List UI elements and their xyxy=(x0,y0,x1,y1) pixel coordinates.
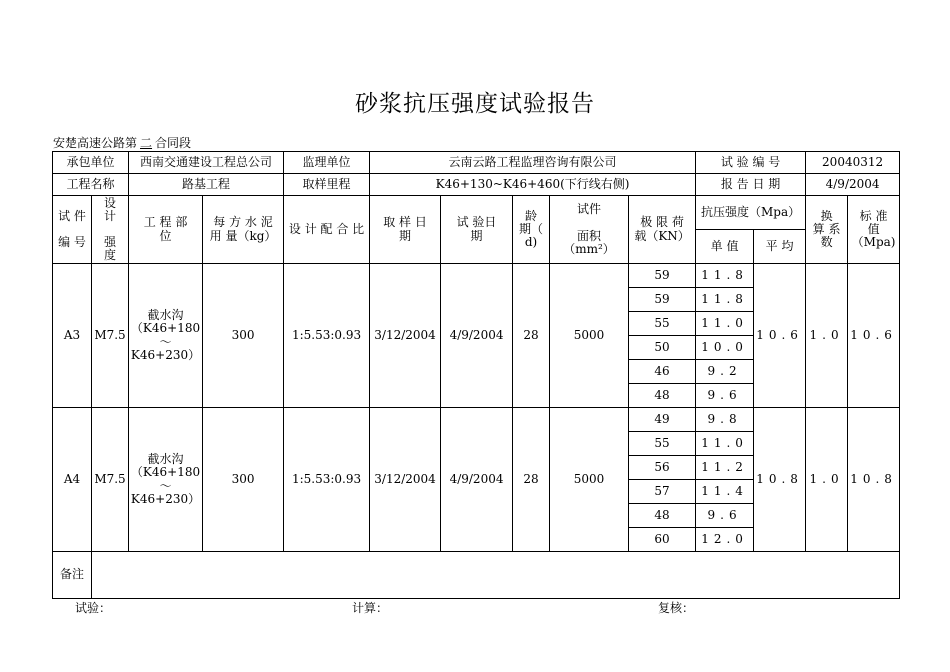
conversion-factor: 1.0 xyxy=(806,408,848,552)
average-strength: 10.6 xyxy=(754,264,806,408)
test-date: 4/9/2004 xyxy=(441,408,513,552)
age-days: 28 xyxy=(513,264,550,408)
ultimate-load: 48 xyxy=(629,504,696,528)
project-part: 截水沟 （K46+180～ K46+230） xyxy=(129,264,203,408)
specimen-area: 5000 xyxy=(550,264,629,408)
contract-suffix: 合同段 xyxy=(155,136,192,150)
sampling-date: 3/12/2004 xyxy=(370,264,441,408)
design-grade: M7.5 xyxy=(92,408,129,552)
ultimate-load: 46 xyxy=(629,360,696,384)
single-strength: 11.4 xyxy=(696,480,754,504)
supervisor-value: 云南云路工程监理咨询有限公司 xyxy=(370,152,696,174)
contract-section xyxy=(53,134,191,151)
col-compressive-strength: 抗压强度（Mpa） xyxy=(696,196,806,230)
mix-ratio: 1:5.53:0.93 xyxy=(284,408,370,552)
col-age: 龄 期（ d) xyxy=(513,196,550,264)
test-no-value: 20040312 xyxy=(806,152,900,174)
col-specimen-area: 试件 面积 （mm²） xyxy=(550,196,629,264)
col-project-part: 工 程 部 位 xyxy=(129,196,203,264)
sampling-value: K46+130~K46+460(下行线右侧) xyxy=(370,174,696,196)
ultimate-load: 56 xyxy=(629,456,696,480)
contract-prefix: 安楚高速公路第 xyxy=(53,136,138,150)
single-strength: 11.8 xyxy=(696,264,754,288)
specimen-area: 5000 xyxy=(550,408,629,552)
project-name-value: 路基工程 xyxy=(129,174,284,196)
supervisor-label: 监理单位 xyxy=(284,152,370,174)
specimen-id: A4 xyxy=(53,408,92,552)
project-name-label: 工程名称 xyxy=(53,174,129,196)
table-row xyxy=(53,408,900,432)
single-strength: 9.8 xyxy=(696,408,754,432)
mix-ratio: 1:5.53:0.93 xyxy=(284,264,370,408)
single-strength: 11.8 xyxy=(696,288,754,312)
contract-section-number: 二 xyxy=(140,136,153,150)
sampling-date: 3/12/2004 xyxy=(370,408,441,552)
standard-value: 10.8 xyxy=(848,408,900,552)
contractor-label: 承包单位 xyxy=(53,152,129,174)
design-grade: M7.5 xyxy=(92,264,129,408)
single-strength: 9.6 xyxy=(696,504,754,528)
col-ultimate-load: 极 限 荷 载（KN） xyxy=(629,196,696,264)
header-row-2 xyxy=(53,174,900,196)
specimen-id: A3 xyxy=(53,264,92,408)
calculator-signature-label: 计算： xyxy=(352,601,389,615)
report-table xyxy=(52,151,900,599)
col-mix-ratio: 设 计 配 合 比 xyxy=(284,196,370,264)
ultimate-load: 59 xyxy=(629,264,696,288)
header-row-1 xyxy=(53,152,900,174)
sampling-label: 取样里程 xyxy=(284,174,370,196)
age-days: 28 xyxy=(513,408,550,552)
col-standard-value: 标 准 值 （Mpa) xyxy=(848,196,900,264)
conversion-factor: 1.0 xyxy=(806,264,848,408)
test-date: 4/9/2004 xyxy=(441,264,513,408)
test-no-label: 试 验 编 号 xyxy=(696,152,806,174)
ultimate-load: 50 xyxy=(629,336,696,360)
col-cement-dosage: 每 方 水 泥 用 量（kg） xyxy=(203,196,284,264)
remarks-label: 备注 xyxy=(53,552,92,599)
single-strength: 11.0 xyxy=(696,312,754,336)
column-header-row-1 xyxy=(53,196,900,230)
reviewer-signature-label: 复核： xyxy=(658,601,695,615)
report-date-value: 4/9/2004 xyxy=(806,174,900,196)
col-test-date: 试 验日 期 xyxy=(441,196,513,264)
cement-dosage: 300 xyxy=(203,264,284,408)
single-strength: 10.0 xyxy=(696,336,754,360)
average-strength: 10.8 xyxy=(754,408,806,552)
ultimate-load: 59 xyxy=(629,288,696,312)
project-part: 截水沟 （K46+180～ K46+230） xyxy=(129,408,203,552)
cement-dosage: 300 xyxy=(203,408,284,552)
report-date-label: 报 告 日 期 xyxy=(696,174,806,196)
col-sampling-date: 取 样 日 期 xyxy=(370,196,441,264)
table-row xyxy=(53,264,900,288)
col-design-grade: 设 计 强 度 xyxy=(92,196,129,264)
ultimate-load: 48 xyxy=(629,384,696,408)
ultimate-load: 55 xyxy=(629,432,696,456)
col-single-value: 单 值 xyxy=(696,230,754,264)
col-average: 平 均 xyxy=(754,230,806,264)
report-title: 砂浆抗压强度试验报告 xyxy=(355,91,595,117)
single-strength: 9.2 xyxy=(696,360,754,384)
single-strength: 11.0 xyxy=(696,432,754,456)
col-specimen-no: 试 件 编 号 xyxy=(53,196,92,264)
tester-signature-label: 试验： xyxy=(75,601,112,615)
remarks-field xyxy=(92,552,900,599)
single-strength: 12.0 xyxy=(696,528,754,552)
single-strength: 9.6 xyxy=(696,384,754,408)
ultimate-load: 49 xyxy=(629,408,696,432)
ultimate-load: 55 xyxy=(629,312,696,336)
ultimate-load: 57 xyxy=(629,480,696,504)
standard-value: 10.6 xyxy=(848,264,900,408)
contractor-value: 西南交通建设工程总公司 xyxy=(129,152,284,174)
ultimate-load: 60 xyxy=(629,528,696,552)
col-conversion-factor: 换 算 系 数 xyxy=(806,196,848,264)
remarks-row xyxy=(53,552,900,599)
single-strength: 11.2 xyxy=(696,456,754,480)
